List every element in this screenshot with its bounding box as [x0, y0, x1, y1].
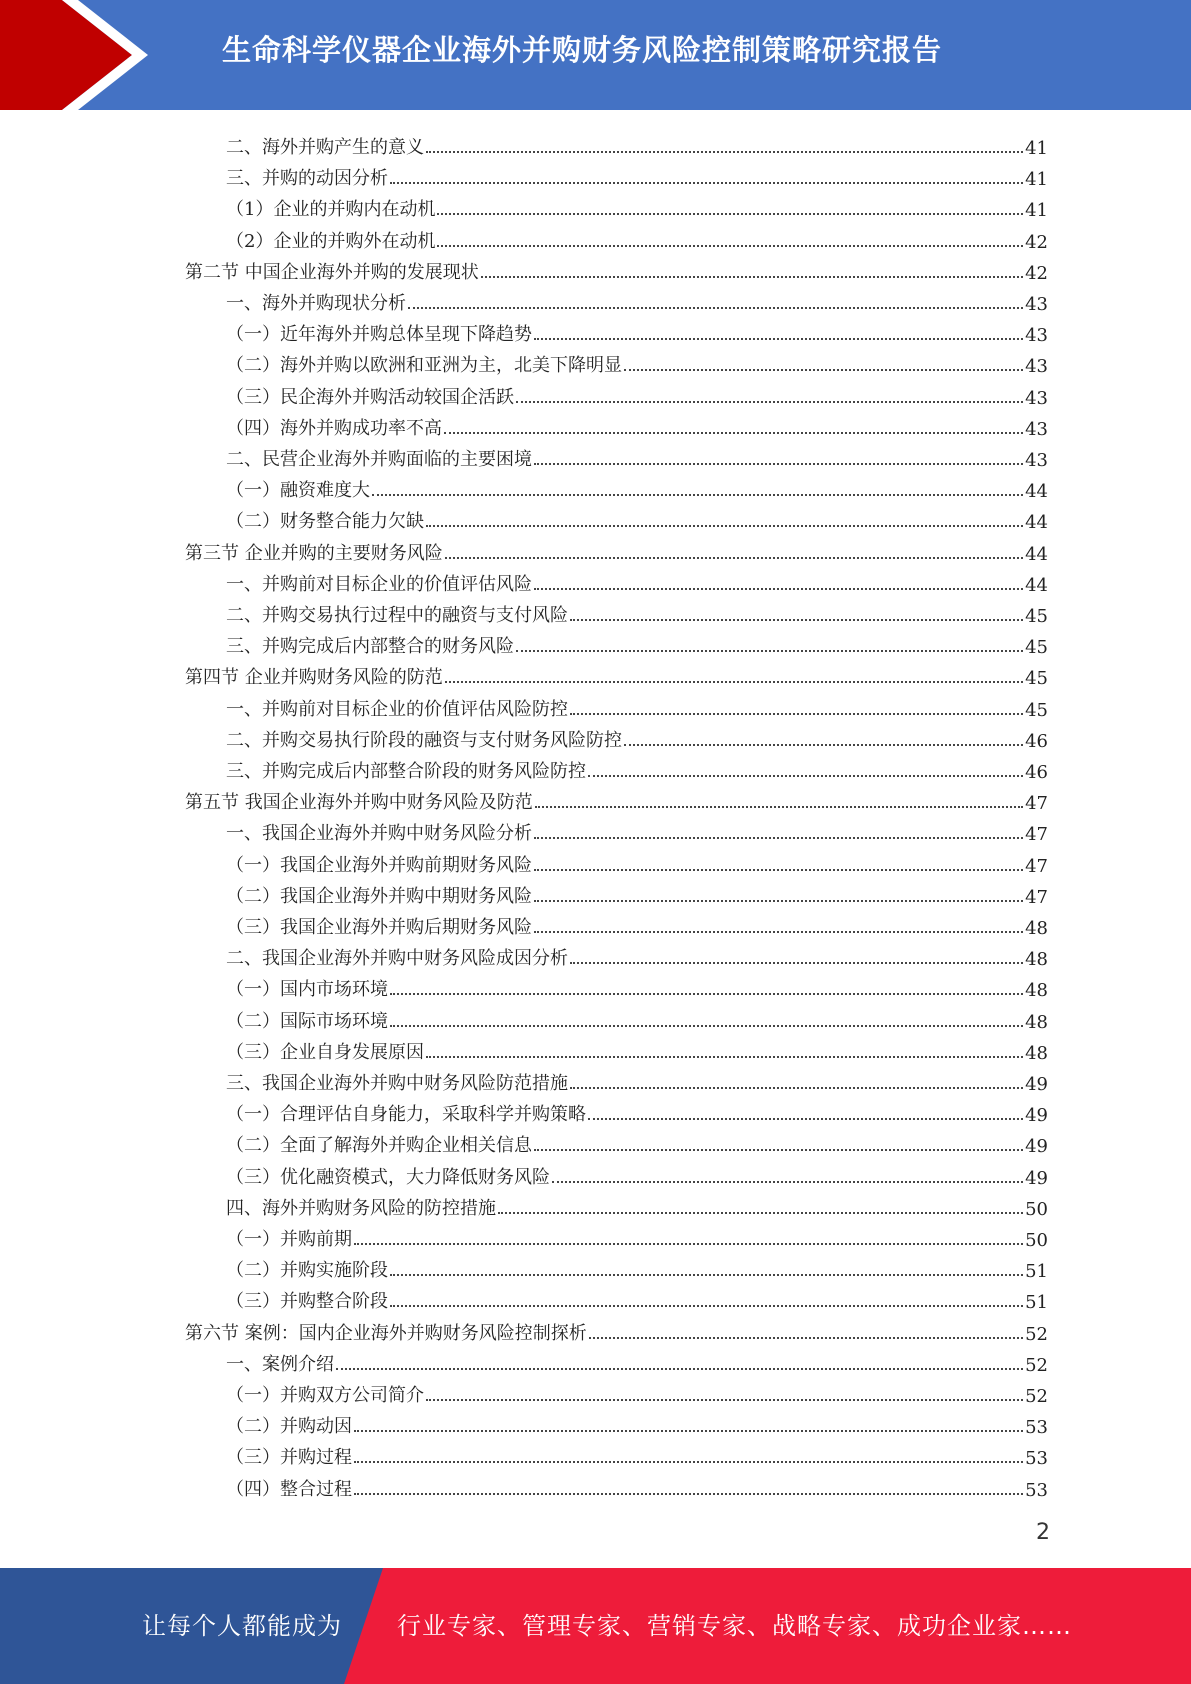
toc-entry-label: （二）我国企业海外并购中期财务风险 [226, 886, 532, 907]
toc-entry-label: （一）并购前期 [226, 1229, 352, 1250]
toc-entry-label: （二）全面了解海外并购企业相关信息 [226, 1135, 532, 1156]
toc-entry-page: 48 [1025, 1012, 1048, 1033]
toc-entry-label: （二）并购动因 [226, 1416, 352, 1437]
toc-entry-label: 四、海外并购财务风险的防控措施 [226, 1198, 496, 1219]
toc-leader-dots [516, 401, 1023, 403]
toc-entry-page: 48 [1025, 1043, 1048, 1064]
toc-entry-page: 50 [1025, 1199, 1048, 1220]
toc-entry-page: 41 [1025, 138, 1048, 159]
toc-entry-page: 48 [1025, 949, 1048, 970]
toc-entry[interactable] [226, 1470, 1048, 1501]
toc-entry-page: 43 [1025, 388, 1048, 409]
toc-entry-label: 三、并购完成后内部整合阶段的财务风险防控 [226, 761, 586, 782]
toc-entry-page: 43 [1025, 419, 1048, 440]
report-title: 生命科学仪器企业海外并购财务风险控制策略研究报告 [222, 33, 943, 67]
toc-entry-page: 51 [1025, 1261, 1048, 1282]
toc-entry[interactable] [226, 346, 1048, 377]
toc-leader-dots [570, 962, 1023, 964]
toc-entry-label: （三）我国企业海外并购后期财务风险 [226, 917, 532, 938]
toc-leader-dots [390, 1274, 1023, 1276]
toc-entry-page: 47 [1025, 793, 1048, 814]
toc-entry-label: 一、我国企业海外并购中财务风险分析 [226, 823, 532, 844]
toc-entry[interactable] [226, 1407, 1048, 1438]
toc-leader-dots [390, 1025, 1023, 1027]
toc-entry-page: 43 [1025, 294, 1048, 315]
toc-entry-page: 45 [1025, 700, 1048, 721]
toc-leader-dots [437, 213, 1023, 215]
toc-entry-page: 49 [1025, 1074, 1048, 1095]
toc-entry[interactable] [226, 1345, 1048, 1376]
toc-entry-page: 43 [1025, 356, 1048, 377]
toc-entry-label: 二、海外并购产生的意义 [226, 137, 424, 158]
toc-entry-page: 52 [1025, 1386, 1048, 1407]
toc-leader-dots [354, 1243, 1023, 1245]
toc-entry[interactable] [226, 128, 1048, 159]
toc-entry-page: 49 [1025, 1105, 1048, 1126]
toc-entry[interactable] [185, 658, 1048, 689]
toc-entry[interactable] [226, 846, 1048, 877]
toc-entry[interactable] [226, 1095, 1048, 1126]
toc-leader-dots [336, 1368, 1023, 1370]
toc-leader-dots [624, 369, 1023, 371]
toc-entry-page: 41 [1025, 200, 1048, 221]
toc-entry[interactable] [226, 1002, 1048, 1033]
toc-entry[interactable] [185, 783, 1048, 814]
toc-leader-dots [534, 588, 1023, 590]
header-arrow-icon [0, 0, 160, 110]
toc-entry[interactable] [226, 1438, 1048, 1469]
toc-entry-label: （一）近年海外并购总体呈现下降趋势 [226, 324, 532, 345]
toc-entry[interactable] [226, 471, 1048, 502]
toc-entry-label: （一）合理评估自身能力，采取科学并购策略 [226, 1104, 586, 1125]
toc-entry-label: （三）民企海外并购活动较国企活跃 [226, 387, 514, 408]
toc-leader-dots [426, 151, 1023, 153]
toc-entry-label: （一）国内市场环境 [226, 979, 388, 1000]
toc-leader-dots [624, 744, 1023, 746]
toc-entry-label: 二、并购交易执行过程中的融资与支付风险 [226, 605, 568, 626]
toc-leader-dots [390, 993, 1023, 995]
toc-entry[interactable] [185, 253, 1048, 284]
toc-entry-label: （2）企业的并购外在动机 [226, 231, 436, 252]
toc-entry-label: 第二节 中国企业海外并购的发展现状 [185, 262, 479, 283]
toc-entry-label: （四）整合过程 [226, 1479, 352, 1500]
toc-leader-dots [408, 307, 1023, 309]
toc-entry[interactable] [226, 877, 1048, 908]
toc-entry[interactable] [226, 752, 1048, 783]
toc-entry[interactable] [185, 1314, 1048, 1345]
toc-entry-label: （一）并购双方公司简介 [226, 1385, 424, 1406]
toc-entry[interactable] [226, 596, 1048, 627]
toc-entry-page: 46 [1025, 762, 1048, 783]
page-header [0, 0, 1191, 110]
toc-leader-dots [589, 1337, 1023, 1339]
toc-leader-dots [552, 1181, 1023, 1183]
toc-entry[interactable] [226, 970, 1048, 1001]
toc-leader-dots [444, 432, 1023, 434]
toc-entry-label: 二、民营企业海外并购面临的主要困境 [226, 449, 532, 470]
toc-entry[interactable] [185, 534, 1048, 565]
toc-entry-label: 一、案例介绍 [226, 1354, 334, 1375]
toc-entry-page: 43 [1025, 450, 1048, 471]
toc-entry-label: 第三节 企业并购的主要财务风险 [185, 543, 443, 564]
toc-entry-label: （三）优化融资模式，大力降低财务风险 [226, 1167, 550, 1188]
toc-entry[interactable] [226, 1376, 1048, 1407]
toc-entry[interactable] [226, 378, 1048, 409]
toc-entry-page: 47 [1025, 824, 1048, 845]
toc-entry-label: （二）财务整合能力欠缺 [226, 511, 424, 532]
toc-leader-dots [570, 619, 1023, 621]
toc-entry-page: 44 [1025, 575, 1048, 596]
toc-entry-page: 50 [1025, 1230, 1048, 1251]
toc-leader-dots [481, 276, 1023, 278]
toc-entry-label: 一、并购前对目标企业的价值评估风险 [226, 574, 532, 595]
toc-leader-dots [588, 775, 1023, 777]
toc-leader-dots [354, 1430, 1023, 1432]
toc-leader-dots [588, 1118, 1023, 1120]
toc-entry-page: 48 [1025, 980, 1048, 1001]
toc-leader-dots [516, 650, 1023, 652]
toc-leader-dots [372, 494, 1023, 496]
toc-leader-dots [570, 713, 1023, 715]
toc-entry[interactable] [226, 222, 1048, 253]
toc-entry-label: 三、并购完成后内部整合的财务风险 [226, 636, 514, 657]
toc-entry-label: （二）并购实施阶段 [226, 1260, 388, 1281]
toc-entry-label: （1）企业的并购内在动机 [226, 199, 436, 220]
footer-slogan-right: 行业专家、管理专家、营销专家、战略专家、成功企业家…… [397, 1612, 1072, 1640]
toc-entry[interactable] [226, 814, 1048, 845]
toc-entry-page: 51 [1025, 1292, 1048, 1313]
toc-entry-page: 52 [1025, 1324, 1048, 1345]
toc-entry-page: 43 [1025, 325, 1048, 346]
toc-entry-label: 二、我国企业海外并购中财务风险成因分析 [226, 948, 568, 969]
toc-entry-label: 一、并购前对目标企业的价值评估风险防控 [226, 699, 568, 720]
toc-entry-page: 49 [1025, 1168, 1048, 1189]
page-footer [0, 1568, 1191, 1684]
toc-leader-dots [354, 1461, 1023, 1463]
toc-entry[interactable] [226, 565, 1048, 596]
toc-entry-label: （二）国际市场环境 [226, 1011, 388, 1032]
toc-entry[interactable] [226, 440, 1048, 471]
toc-entry-label: 一、海外并购现状分析 [226, 293, 406, 314]
toc-entry-page: 53 [1025, 1417, 1048, 1438]
toc-entry[interactable] [226, 1064, 1048, 1095]
toc-entry-page: 45 [1025, 606, 1048, 627]
toc-leader-dots [535, 806, 1023, 808]
toc-entry-page: 42 [1025, 263, 1048, 284]
toc-entry[interactable] [226, 159, 1048, 190]
toc-entry-label: 二、并购交易执行阶段的融资与支付财务风险防控 [226, 730, 622, 751]
toc-entry[interactable] [226, 627, 1048, 658]
footer-slogan-left: 让每个人都能成为 [142, 1612, 342, 1640]
toc-entry[interactable] [226, 1126, 1048, 1157]
toc-entry-label: 第六节 案例：国内企业海外并购财务风险控制探析 [185, 1323, 587, 1344]
toc-entry[interactable] [226, 1251, 1048, 1282]
toc-entry-page: 53 [1025, 1448, 1048, 1469]
toc-entry-page: 45 [1025, 637, 1048, 658]
toc-entry[interactable] [226, 409, 1048, 440]
toc-entry[interactable] [226, 1189, 1048, 1220]
toc-entry-label: （三）并购过程 [226, 1447, 352, 1468]
toc-entry-page: 53 [1025, 1480, 1048, 1501]
toc-entry-label: 三、我国企业海外并购中财务风险防范措施 [226, 1073, 568, 1094]
toc-entry-page: 44 [1025, 481, 1048, 502]
toc-entry[interactable] [226, 721, 1048, 752]
toc-leader-dots [534, 931, 1023, 933]
toc-entry-label: （三）并购整合阶段 [226, 1291, 388, 1312]
toc-entry-page: 44 [1025, 544, 1048, 565]
toc-entry-label: 三、并购的动因分析 [226, 168, 388, 189]
toc-leader-dots [437, 245, 1023, 247]
toc-entry[interactable] [226, 190, 1048, 221]
toc-leader-dots [354, 1493, 1023, 1495]
toc-entry-label: （二）海外并购以欧洲和亚洲为主，北美下降明显 [226, 355, 622, 376]
toc-entry-label: 第五节 我国企业海外并购中财务风险及防范 [185, 792, 533, 813]
toc-entry-page: 52 [1025, 1355, 1048, 1376]
toc-entry[interactable] [226, 939, 1048, 970]
toc-entry[interactable] [226, 315, 1048, 346]
toc-entry-page: 49 [1025, 1136, 1048, 1157]
toc-entry-page: 44 [1025, 512, 1048, 533]
toc-leader-dots [390, 182, 1023, 184]
toc-entry[interactable] [226, 908, 1048, 939]
toc-leader-dots [534, 869, 1023, 871]
toc-entry-page: 47 [1025, 887, 1048, 908]
toc-entry[interactable] [226, 284, 1048, 315]
toc-leader-dots [426, 1399, 1023, 1401]
toc-leader-dots [498, 1212, 1023, 1214]
toc-entry-label: （四）海外并购成功率不高 [226, 418, 442, 439]
toc-entry[interactable] [226, 1033, 1048, 1064]
toc-entry-page: 48 [1025, 918, 1048, 939]
toc-entry[interactable] [226, 1158, 1048, 1189]
toc-leader-dots [426, 1056, 1023, 1058]
toc-leader-dots [570, 1087, 1023, 1089]
toc-entry-page: 46 [1025, 731, 1048, 752]
toc-entry-page: 47 [1025, 856, 1048, 877]
toc-entry-label: （一）融资难度大 [226, 480, 370, 501]
toc-entry[interactable] [226, 1220, 1048, 1251]
toc-leader-dots [445, 557, 1023, 559]
toc-leader-dots [390, 1305, 1023, 1307]
toc-leader-dots [534, 338, 1023, 340]
page-number: 2 [1036, 1520, 1050, 1545]
toc-entry-page: 45 [1025, 668, 1048, 689]
toc-leader-dots [426, 525, 1023, 527]
toc-leader-dots [445, 681, 1023, 683]
toc-entry-label: （一）我国企业海外并购前期财务风险 [226, 855, 532, 876]
toc-entry[interactable] [226, 690, 1048, 721]
toc-leader-dots [534, 837, 1023, 839]
toc-entry[interactable] [226, 502, 1048, 533]
toc-entry-label: （三）企业自身发展原因 [226, 1042, 424, 1063]
toc-leader-dots [534, 463, 1023, 465]
toc-leader-dots [534, 1149, 1023, 1151]
toc-entry-page: 42 [1025, 232, 1048, 253]
toc-entry-page: 41 [1025, 169, 1048, 190]
toc-entry-label: 第四节 企业并购财务风险的防范 [185, 667, 443, 688]
toc-leader-dots [534, 900, 1023, 902]
toc-entry[interactable] [226, 1282, 1048, 1313]
